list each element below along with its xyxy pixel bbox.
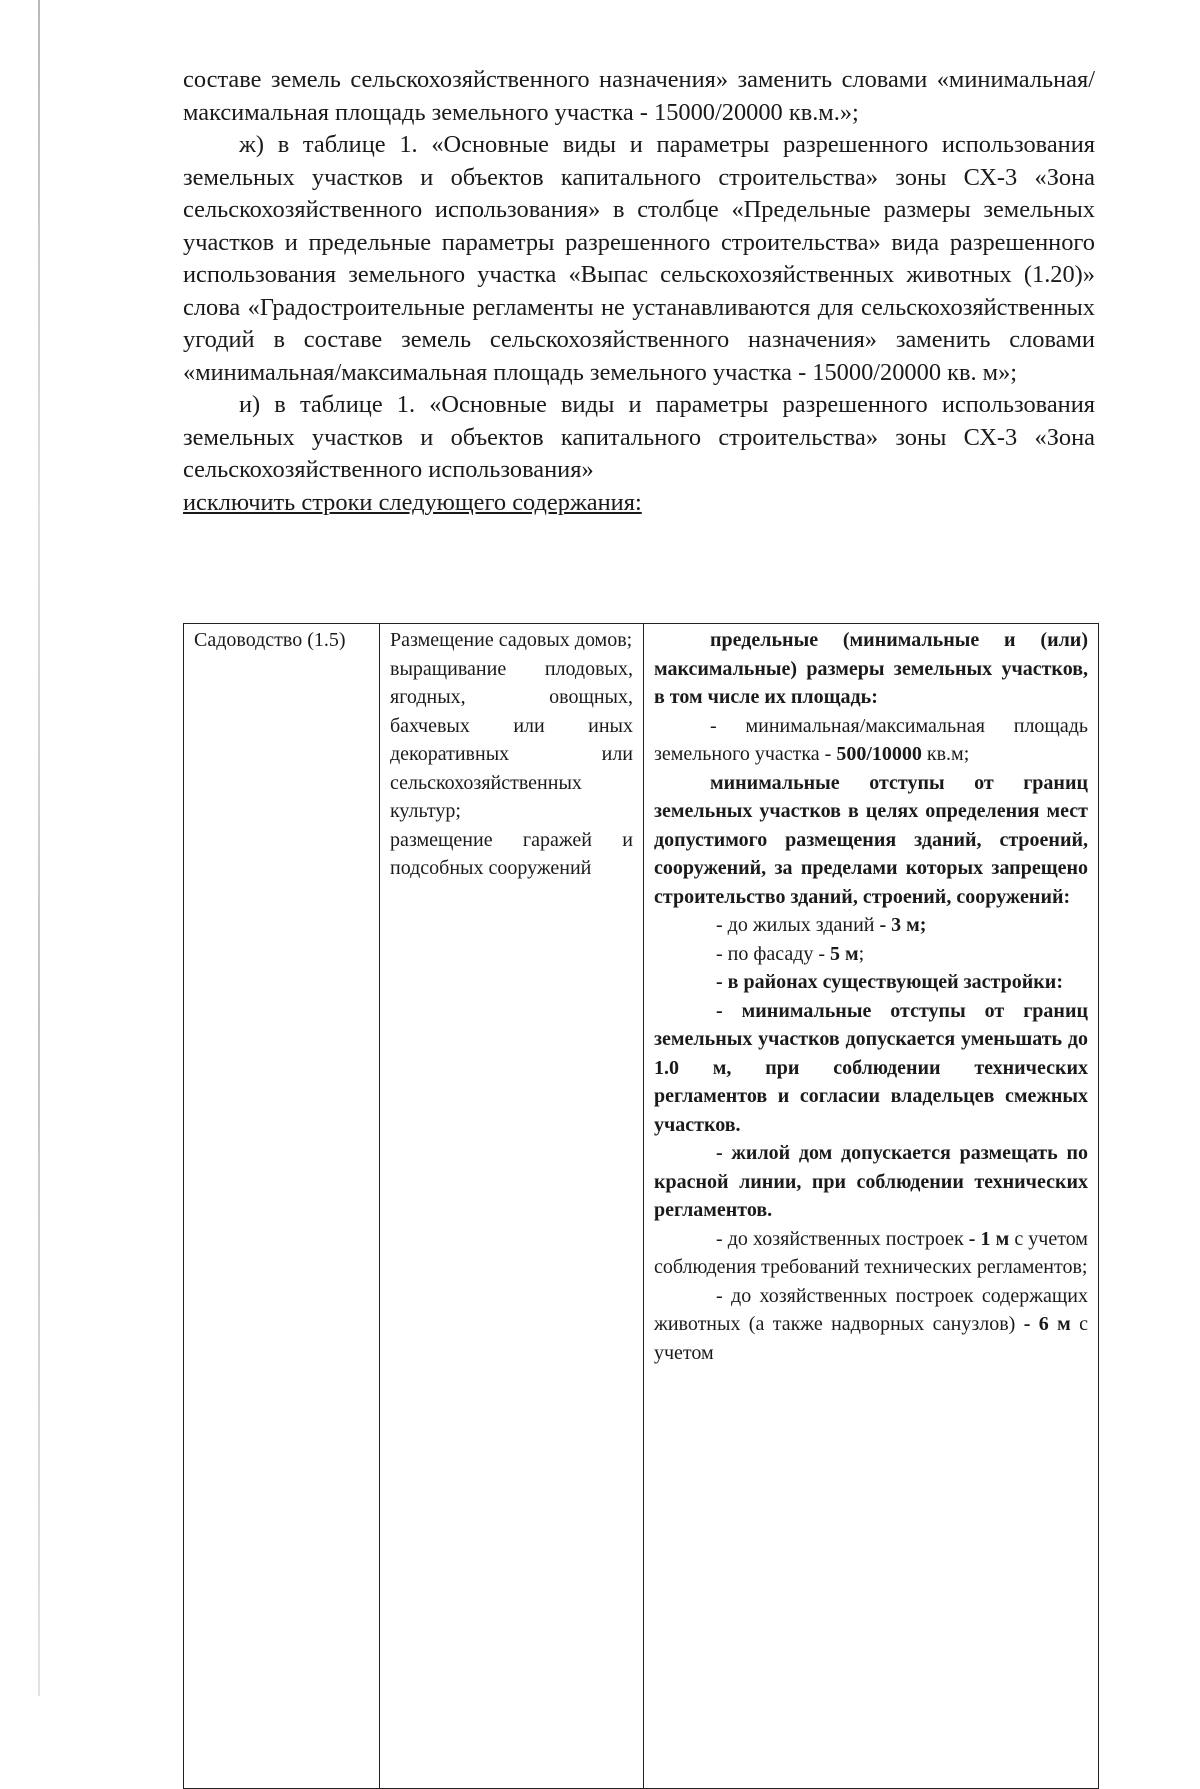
scan-edge-line (38, 0, 40, 1696)
param-area-heading: предельные (минимальные и (или) максимальные) размеры земельных участков, в том числе их площадь: (654, 629, 1088, 708)
paragraph-i-last-line (183, 487, 1095, 520)
description-line: размещение гаражей и подсобных сооружений (390, 828, 633, 879)
param-setbacks-heading: минимальные отступы от границ земельных участков в целях определения мест допустимого размещения зданий, строений, сооружений, за пределами которых запрещено строительство зданий, строений, сооружений: (654, 771, 1088, 908)
paragraph-continuation: составе земель сельскохозяйственного назначения» заменить словами «минимальная/максимальная площадь земельного участка - 15000/20000 кв.м.»; (183, 66, 1095, 126)
use-type-label: Садоводство (1.5) (194, 629, 346, 651)
cell-description (380, 624, 644, 1789)
cell-parameters (644, 624, 1099, 1789)
paragraph-zh: ж) в таблице 1. «Основные виды и параметры разрешенного использования земельных участков и объектов капитального строительства» зоны СХ-3 «Зона сельскохозяйственного использования» в столбце «Предельные размеры земельных участков и предельные параметры разрешенного строительства» вида разрешенного использования земельного участка «Выпас сельскохозяйственных животных (1.20)» слова «Градостроительные регламенты не устанавливаются для сельскохозяйственных угодий в составе земель сельскохозяйственного назначения» заменить словами «минимальная/максимальная площадь земельного участка - 15000/20000 кв. м»; (183, 131, 1095, 386)
paragraph-i: и) в таблице 1. «Основные виды и параметры разрешенного использования земельных участков и объектов капитального строительства» зоны СХ-3 «Зона сельскохозяйственного использования» (183, 391, 1095, 483)
param-setback-outbuildings: - до хозяйственных построек - 1 м с учетом соблюдения требований технических регламентов; (654, 1227, 1088, 1278)
document-body (183, 64, 1095, 519)
param-area-value: - минимальная/максимальная площадь земельного участка - 500/10000 кв.м; (654, 714, 1088, 765)
param-red-line: - жилой дом допускается размещать по красной линии, при соблюдении технических регламентов. (654, 1142, 1088, 1221)
cell-use-type (184, 624, 380, 1789)
param-setback-residential: - до жилых зданий - 3 м; (716, 914, 927, 936)
table-row (184, 624, 1099, 1789)
param-setback-animal-buildings: - до хозяйственных построек содержащих животных (а также надворных санузлов) - 6 м с учетом (654, 1284, 1088, 1364)
param-reduced-setbacks: - минимальные отступы от границ земельных участков допускается уменьшать до 1.0 м, при соблюдении технических регламентов и согласии владельцев смежных участков. (654, 999, 1088, 1136)
description-line: выращивание плодовых, ягодных, овощных, бахчевых или иных декоративных или сельскохозяйственных культур; (390, 657, 633, 822)
param-setback-facade: - по фасаду - 5 м; (716, 942, 865, 965)
exclude-rows-phrase: исключить строки следующего содержания: (183, 488, 642, 516)
excluded-rows-table (183, 623, 1099, 1789)
param-existing-development: - в районах существующей застройки: (716, 971, 1063, 993)
description-line: Размещение садовых домов; (390, 629, 633, 651)
